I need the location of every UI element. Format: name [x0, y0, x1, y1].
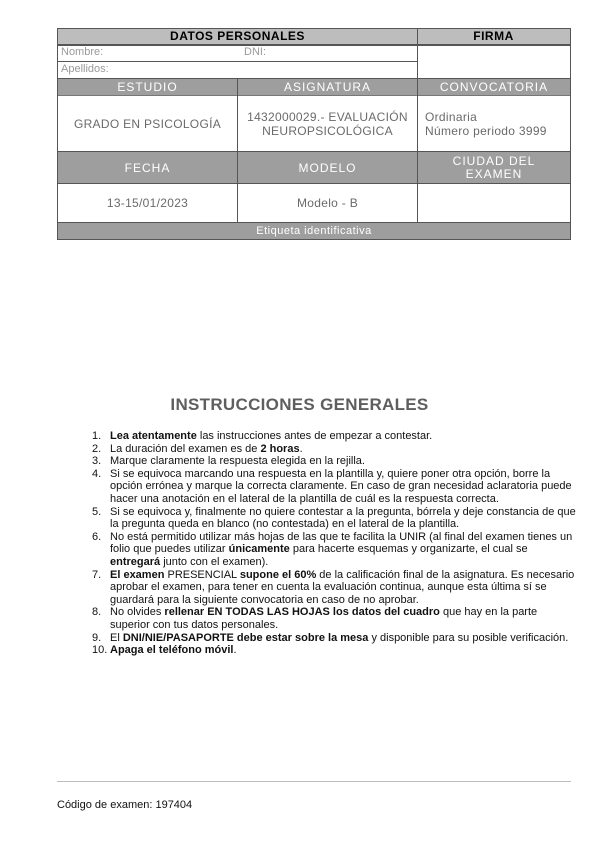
instruction-item	[92, 569, 576, 607]
instruction-text: No está permitido utilizar más hojas de las que te facilita la UNIR (al final del examen tienes un folio que puedes utilizar	[110, 530, 573, 556]
instruction-item	[92, 644, 576, 657]
instruction-text: La duración del examen es de	[110, 442, 261, 455]
convocatoria-line-2: Número periodo 3999	[425, 123, 547, 138]
instruction-emphasis: 2 horas	[260, 442, 300, 455]
instruction-number: 3.	[92, 455, 102, 468]
asignatura-line-1: 1432000029.- EVALUACIÓN	[247, 109, 408, 124]
footer-divider	[57, 781, 571, 782]
instruction-item	[92, 430, 576, 443]
instruction-text: y disponible para su posible verificación.	[368, 631, 569, 644]
estudio-header: ESTUDIO	[58, 79, 237, 95]
fecha-value: 13-15/01/2023	[106, 196, 189, 210]
convocatoria-header: CONVOCATORIA	[418, 79, 570, 95]
firma-box[interactable]	[418, 46, 570, 79]
datos-personales-header: DATOS PERSONALES	[58, 29, 417, 45]
instruction-text: para hacerte esquemas y organizarte, el cual se	[289, 543, 528, 556]
instruction-item	[92, 506, 576, 531]
apellidos-field[interactable]: Apellidos:	[61, 63, 109, 75]
instruction-emphasis: Lea atentamente	[110, 430, 197, 442]
instruction-text: El	[110, 631, 123, 644]
instruction-item	[92, 468, 576, 506]
ciudad-value-box[interactable]	[418, 184, 570, 222]
instruction-number: 4.	[92, 467, 102, 480]
instruction-number: 7.	[92, 568, 102, 581]
instruction-item	[92, 606, 576, 631]
modelo-header: MODELO	[238, 152, 417, 183]
convocatoria-value	[418, 96, 570, 151]
instruction-number: 2.	[92, 442, 102, 455]
instruction-text: las instrucciones antes de empezar a contestar.	[196, 430, 433, 442]
instruction-text: junto con el examen).	[160, 555, 269, 568]
estudio-value: GRADO EN PSICOLOGÍA	[73, 116, 222, 131]
instruction-emphasis: Apaga el teléfono móvil	[110, 644, 234, 657]
instruction-number: 1.	[92, 430, 102, 442]
instruction-text: No olvides	[110, 606, 165, 619]
instruction-text: Si se equivoca marcando una respuesta en la plantilla y, quiere poner otra opción, borre la opción errónea y marque la correcta claramente. En caso de gran necesidad aclaratoria puede hacer una anotación en el lateral de la plantilla de cuál es la respuesta correcta.	[110, 467, 572, 505]
instruction-text: Si se equivoca y, finalmente no quiere contestar a la pregunta, bórrela y deje constancia de que la pregunta queda en blanco (no contestada) en el lateral de la plantilla.	[110, 505, 576, 531]
instructions-title: INSTRUCCIONES GENERALES	[170, 395, 429, 414]
instruction-text: de la calificación final de la asignatura. Es necesario aprobar el examen, para tener en cuenta la evaluación continua, aunque esta última sí se guardará para la siguiente convocatoria en caso de no aprobar.	[110, 568, 575, 606]
asignatura-header: ASIGNATURA	[238, 79, 417, 95]
dni-field[interactable]: DNI:	[244, 46, 266, 58]
instruction-text: PRESENCIAL	[164, 568, 240, 581]
instruction-text: Marque claramente la respuesta elegida en la rejilla.	[110, 455, 365, 468]
instruction-number: 6.	[92, 530, 102, 543]
nombre-field[interactable]: Nombre:	[61, 46, 104, 58]
ciudad-header-line-2: EXAMEN	[465, 166, 523, 181]
instruction-number: 9.	[92, 631, 102, 644]
instruction-text: .	[233, 644, 237, 657]
instruction-item	[92, 455, 576, 468]
instruction-emphasis: DNI/NIE/PASAPORTE debe estar sobre la mesa	[122, 631, 369, 644]
instruction-item	[92, 443, 576, 456]
instruction-item	[92, 531, 576, 569]
convocatoria-line-1: Ordinaria	[425, 109, 478, 124]
instruction-number: 5.	[92, 505, 102, 518]
instruction-emphasis: entregará	[110, 555, 161, 568]
instruction-text: que hay en la parte superior con tus datos personales.	[110, 606, 538, 631]
exam-header-form	[57, 28, 571, 240]
instruction-emphasis: únicamente	[228, 543, 290, 556]
instruction-number: 10.	[92, 644, 108, 657]
ciudad-header-line-1: CIUDAD DEL	[452, 153, 536, 168]
instruction-emphasis: supone el 60%	[239, 568, 317, 581]
asignatura-value	[238, 96, 417, 151]
asignatura-line-2: NEUROPSICOLÓGICA	[262, 123, 393, 138]
modelo-value: Modelo - B	[296, 196, 359, 210]
fecha-header: FECHA	[58, 152, 237, 183]
etiqueta-identificativa: Etiqueta identificativa	[58, 223, 570, 239]
ciudad-header	[418, 152, 570, 183]
instruction-emphasis: El examen	[110, 568, 165, 581]
firma-header: FIRMA	[417, 29, 570, 45]
instruction-number: 8.	[92, 606, 102, 619]
instructions-list	[92, 430, 576, 657]
exam-code: Código de examen: 197404	[57, 799, 193, 811]
instruction-text: .	[299, 442, 303, 455]
instruction-emphasis: rellenar EN TODAS LAS HOJAS los datos del cuadro	[164, 606, 440, 619]
instruction-item	[92, 632, 576, 645]
